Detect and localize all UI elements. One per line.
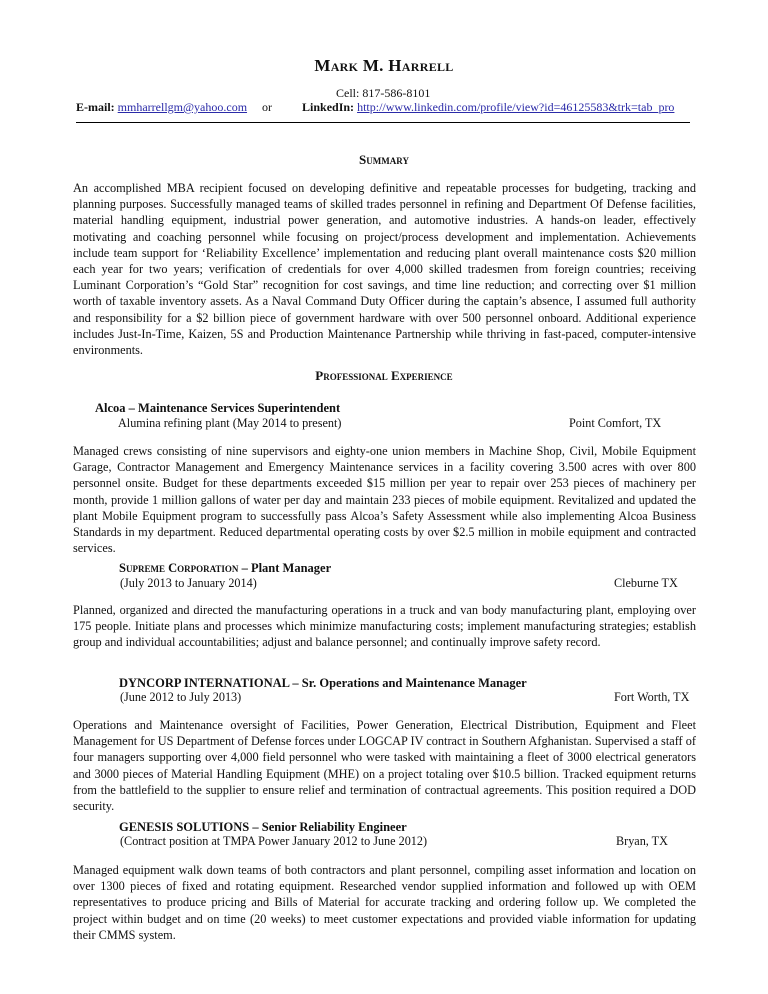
linkedin-label: LinkedIn: — [302, 100, 355, 114]
linkedin-link[interactable]: http://www.linkedin.com/profile/view?id=46125583&trk=tab_pro — [357, 100, 675, 114]
cell-phone: Cell: 817-586-8101 — [336, 86, 431, 100]
job-description: Operations and Maintenance oversight of Facilities, Power Generation, Electrical Distribution, Equipment and Fleet Management for US Department of Defense forces under LOGCAP IV contract in Southern Afghanistan. Supervised a staff of four managers supporting over 4,000 field personnel who were tasked with maintaining a fleet of 3000 electrical generators and 3000 pieces of Material Handling Equipment (MHE) on a project totaling over $10.5 billion. Tracked equipment returns from the battlefield to the supplier to ensure relief and termination of contractual agreements. This position required a DOD security. — [73, 718, 696, 814]
experience-heading: Professional Experience — [315, 368, 453, 383]
job-subtitle: (Contract position at TMPA Power January 2012 to June 2012) — [120, 834, 428, 848]
job-subtitle: (July 2013 to January 2014) — [120, 576, 257, 590]
job-company: Supreme Corporation — [119, 561, 239, 575]
job-title — [119, 820, 407, 835]
job-subtitle: (June 2012 to July 2013) — [120, 690, 242, 704]
header-divider — [76, 122, 690, 123]
job-description: Managed crews consisting of nine supervisors and eighty-one union members in Machine Shop, Civil, Mobile Equipment Garage, Contractor Management and Emergency Maintenance services in a facility covering 3.500 acres with over 800 personnel onsite. Budget for these departments exceeded $15 million per year to repair over 253 pieces of machinery per month, provide 1 million gallons of water per day and maintain 233 pieces of mobile equipment. Revitalized and updated the plant Mobile Equipment program to successfully pass Alcoa’s Safety Assessment while also implementing Alcoa Business Standards in my department. Reduced departmental operating costs by over $2.5 million in mobile equipment and contracted services. — [73, 444, 696, 556]
job-description: Planned, organized and directed the manufacturing operations in a truck and van body manufacturing plant, employing over 175 people. Initiate plans and processes which minimize manufacturing costs; implement manufacturing strategies; establish group and individual accountabilities; adjust and balance personnel; and continually improve safety record. — [73, 603, 696, 650]
contact-line — [76, 100, 674, 115]
job-role: – Senior Reliability Engineer — [252, 820, 407, 834]
email-link[interactable]: mmharrellgm@yahoo.com — [117, 100, 248, 114]
job-company: GENESIS SOLUTIONS — [119, 820, 250, 834]
or-text: or — [262, 100, 273, 114]
job-title: Alcoa – Maintenance Services Superintendent — [95, 401, 341, 415]
job-role: – Sr. Operations and Maintenance Manager — [292, 676, 527, 690]
job-location: Point Comfort, TX — [569, 416, 662, 430]
job-title — [119, 676, 527, 691]
summary-text: An accomplished MBA recipient focused on developing definitive and repeatable processes for budgeting, tracking and planning purposes. Successfully managed teams of skilled trades personnel in refining and Department Of Defense facilities, material handling equipment, industrial power generation, and automotive industries. A hands-on leader, effectively motivating and coaching personnel while focusing on project/process development and implementation. Achievements include team support for ‘Reliability Excellence’ implementation and reducing plant overall maintenance costs $20 million each year for two years; verification of credentials for over 4,000 skilled tradesmen from foreign countries; receiving Luminant Corporation’s “Gold Star” recognition for cost savings, and time line reduction; and correcting over $1 million worth of taxable inventory assets. As a Naval Command Duty Officer during the captain’s absence, I assumed full authority and responsibility for a $2 billion piece of government hardware with over 500 personnel onboard. Additional experience includes Just-In-Time, Kaizen, 5S and Production Maintenance Partnership while thriving in fast-paced, computer-intensive environments. — [73, 181, 696, 358]
job-subtitle: Alumina refining plant (May 2014 to present) — [118, 416, 342, 430]
job-location: Cleburne TX — [614, 576, 678, 590]
job-title — [119, 561, 331, 576]
job-location: Bryan, TX — [616, 834, 668, 848]
job-description: Managed equipment walk down teams of both contractors and plant personnel, compiling asset information and location on over 1300 pieces of fixed and rotating equipment. Researched vendor supplied information and followed up with OEM representatives to produce pricing and Bills of Material for accurate tracking and ordering follow up. We completed the project within budget and on time (20 weeks) to meet customer expectations and provided viable information for updating their CMMS system. — [73, 863, 696, 942]
job-company: DYNCORP INTERNATIONAL — [119, 676, 290, 690]
job-role: – Plant Manager — [241, 561, 332, 575]
candidate-name: Mark M. Harrell — [314, 56, 454, 75]
summary-heading: Summary — [359, 152, 409, 167]
email-label: E-mail: — [76, 100, 115, 114]
job-location: Fort Worth, TX — [614, 690, 690, 704]
